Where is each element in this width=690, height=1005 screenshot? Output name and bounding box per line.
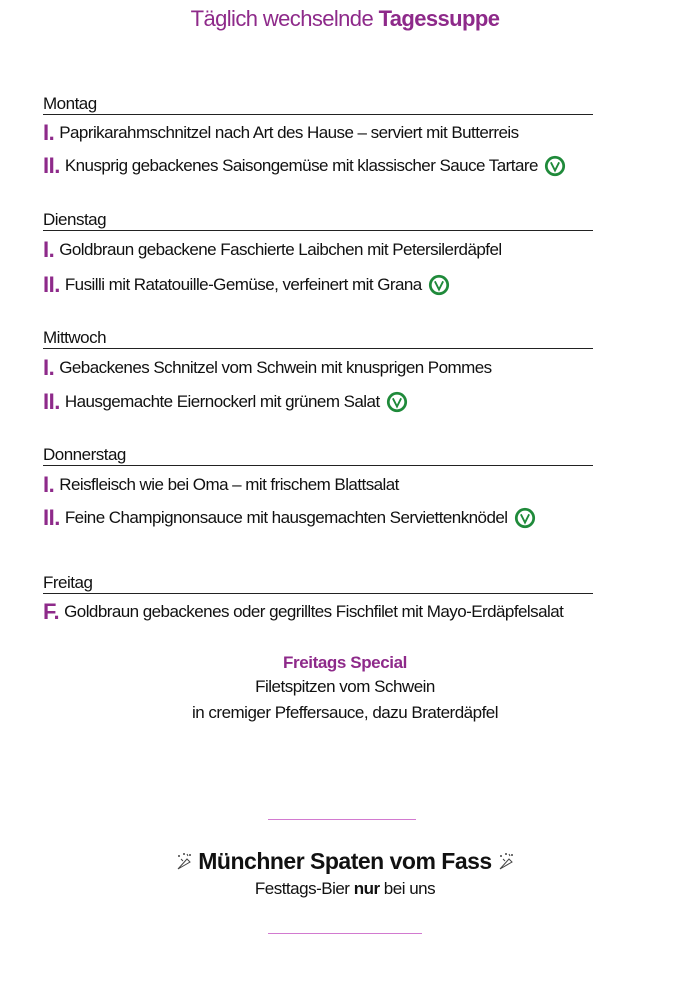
dish-text: Goldbraun gebackenes oder gegrilltes Fischfilet mit Mayo-Erdäpfelsalat: [64, 602, 564, 621]
dish-text: Gebackenes Schnitzel vom Schwein mit knusprigen Pommes: [59, 358, 492, 377]
beer-sub-prefix: Festtags-Bier: [254, 879, 354, 898]
day-heading: Freitag: [43, 573, 593, 594]
dish-number: I.: [43, 472, 55, 497]
special-section: [0, 653, 690, 723]
confetti-icon: [496, 851, 516, 871]
beer-sub-suffix: bei uns: [379, 879, 436, 898]
dish-text: Fusilli mit Ratatouille-Gemüse, verfeinert mit Grana: [64, 275, 422, 294]
dish-number: I.: [43, 120, 55, 145]
menu-item: [43, 153, 566, 179]
vegetarian-icon: [428, 274, 450, 296]
dish-number: II.: [43, 272, 60, 297]
menu-item: [43, 472, 399, 498]
vegetarian-icon: [386, 391, 408, 413]
beer-sub-bold: nur: [353, 879, 380, 898]
dish-number: II.: [43, 389, 60, 414]
special-line1: Filetspitzen vom Schwein: [255, 677, 435, 696]
menu-item: [43, 505, 536, 531]
day-heading: Mittwoch: [43, 328, 593, 349]
menu-item: [43, 599, 563, 625]
beer-section: [0, 848, 690, 899]
title-bold: Tagessuppe: [378, 6, 500, 31]
beer-title-row: [0, 848, 690, 875]
menu-item: [43, 272, 450, 298]
menu-item: [43, 389, 408, 415]
dish-number: II.: [43, 153, 60, 178]
special-title: Freitags Special: [283, 653, 407, 672]
dish-text: Feine Champignonsauce mit hausgemachten Serviettenknödel: [64, 508, 508, 527]
menu-item: [43, 237, 502, 263]
beer-subtitle: [0, 879, 690, 899]
beer-title: Münchner Spaten vom Fass: [198, 848, 492, 874]
confetti-icon: [174, 851, 194, 871]
day-heading: Donnerstag: [43, 445, 593, 466]
dish-text: Knusprig gebackenes Saisongemüse mit klassischer Sauce Tartare: [64, 156, 538, 175]
title-prefix: Täglich wechselnde: [190, 6, 379, 31]
dish-number: F.: [43, 599, 60, 624]
dish-number: II.: [43, 505, 60, 530]
menu-item: [43, 355, 492, 381]
day-heading: Montag: [43, 94, 593, 115]
menu-item: [43, 120, 519, 146]
day-heading: Dienstag: [43, 210, 593, 231]
dish-text: Reisfleisch wie bei Oma – mit frischem Blattsalat: [59, 475, 399, 494]
page-title: [0, 6, 690, 32]
dish-text: Paprikarahmschnitzel nach Art des Hause – serviert mit Butterreis: [59, 123, 519, 142]
separator-top: [268, 819, 416, 820]
dish-number: I.: [43, 355, 55, 380]
special-line2: in cremiger Pfeffersauce, dazu Braterdäpfel: [191, 703, 499, 722]
vegetarian-icon: [544, 155, 566, 177]
separator-bottom: [268, 933, 422, 934]
dish-text: Goldbraun gebackene Faschierte Laibchen mit Petersilerdäpfel: [59, 240, 502, 259]
dish-text: Hausgemachte Eiernockerl mit grünem Salat: [64, 392, 380, 411]
vegetarian-icon: [514, 507, 536, 529]
dish-number: I.: [43, 237, 55, 262]
